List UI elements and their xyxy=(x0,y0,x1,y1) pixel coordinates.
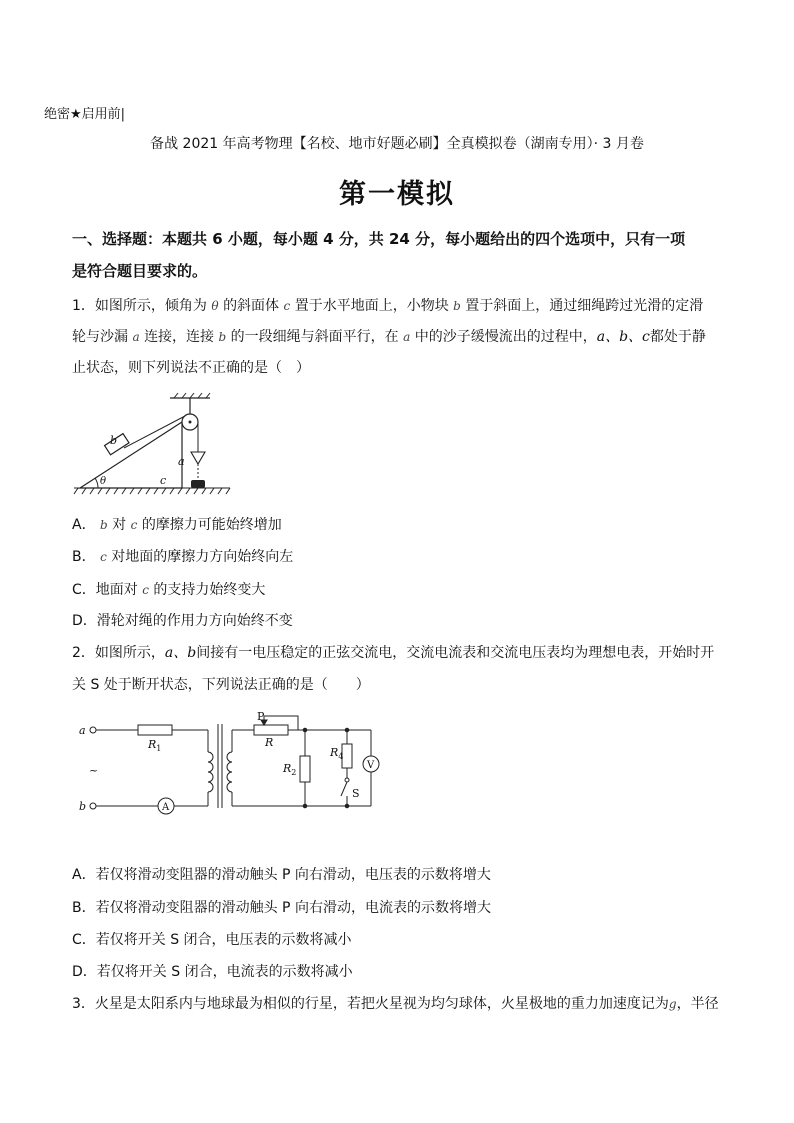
rheostat-label: R xyxy=(265,736,274,749)
label-c: c xyxy=(160,474,167,487)
secret-mark: 绝密★启用前| xyxy=(44,107,126,122)
q1-line3: 止状态，则下列说法不正确的是（ ） xyxy=(72,360,310,376)
switch-label: S xyxy=(352,787,360,800)
resistor-r2 xyxy=(300,756,310,782)
slider-p-label: P xyxy=(257,710,265,723)
q2-option-a: A．若仅将滑动变阻器的滑动触头 P 向右滑动，电压表的示数将增大 xyxy=(72,867,491,883)
q1-line2: 轮与沙漏 a 连接，连接 b 的一段细绳与斜面平行，在 a 中的沙子缓慢流出的过程中，a、b、c都处于静 xyxy=(72,329,706,345)
ammeter-label: A xyxy=(162,802,170,813)
incline-pulley-figure xyxy=(72,392,232,498)
svg-text:R1: $R_1$ xyxy=(148,738,162,753)
section-heading-line1: 一、选择题：本题共 6 小题，每小题 4 分，共 24 分，每小题给出的四个选项中，只有一项 xyxy=(72,230,686,248)
sand-funnel xyxy=(191,452,205,464)
q2-line1: 2．如图所示，a、b间接有一电压稳定的正弦交流电，交流电流表和交流电压表均为理想电表，开始时开 xyxy=(72,645,715,661)
q2-option-b: B．若仅将滑动变阻器的滑动触头 P 向右滑动，电流表的示数将增大 xyxy=(72,900,491,916)
q2-line2: 关 S 处于断开状态，下列说法正确的是（ ） xyxy=(72,677,370,693)
resistor-r1 xyxy=(138,725,172,735)
q1-option-d: D．滑轮对绳的作用力方向始终不变 xyxy=(72,613,293,629)
q1-line1: 1．如图所示，倾角为 θ 的斜面体 c 置于水平地面上，小物块 b 置于斜面上，通过细绳跨过光滑的定滑 xyxy=(72,298,704,314)
q2-option-d: D．若仅将开关 S 闭合，电流表的示数将减小 xyxy=(72,964,353,980)
section-heading-line2: 是符合题目要求的。 xyxy=(72,262,208,280)
voltmeter-label: V xyxy=(367,760,375,771)
label-a: a xyxy=(178,455,185,468)
q2-option-c: C．若仅将开关 S 闭合，电压表的示数将减小 xyxy=(72,932,352,948)
label-theta: θ xyxy=(100,476,107,487)
label-b: b xyxy=(110,434,118,447)
page-title: 第一模拟 xyxy=(339,179,455,210)
q3-line1: 3．火星是太阳系内与地球最为相似的行星，若把火星视为均匀球体，火星极地的重力加速度记为g，半径 xyxy=(72,996,719,1012)
transformer-circuit-figure xyxy=(76,706,386,818)
ac-source-label: ~ xyxy=(89,764,99,777)
svg-text:R4: $R_4$ xyxy=(330,746,344,761)
switch-s xyxy=(341,782,347,796)
q1-option-a: A． b 对 c 的摩擦力可能始终增加 xyxy=(72,517,282,533)
sand-pile xyxy=(191,480,205,488)
rheostat-r xyxy=(254,725,288,735)
resistor-r4 xyxy=(342,744,352,768)
svg-text:R2: $R_2$ xyxy=(283,762,297,777)
ground-hatch xyxy=(74,488,230,494)
terminal-a-label: a xyxy=(79,724,86,737)
q1-option-c: C．地面对 c 的支持力始终变大 xyxy=(72,582,266,598)
q1-option-b: B． c 对地面的摩擦力方向始终向左 xyxy=(72,549,294,565)
terminal-b-label: b xyxy=(79,800,87,813)
exam-subtitle: 备战 2021 年高考物理【名校、地市好题必刷】全真模拟卷（湖南专用）· 3 月卷 xyxy=(150,136,644,152)
